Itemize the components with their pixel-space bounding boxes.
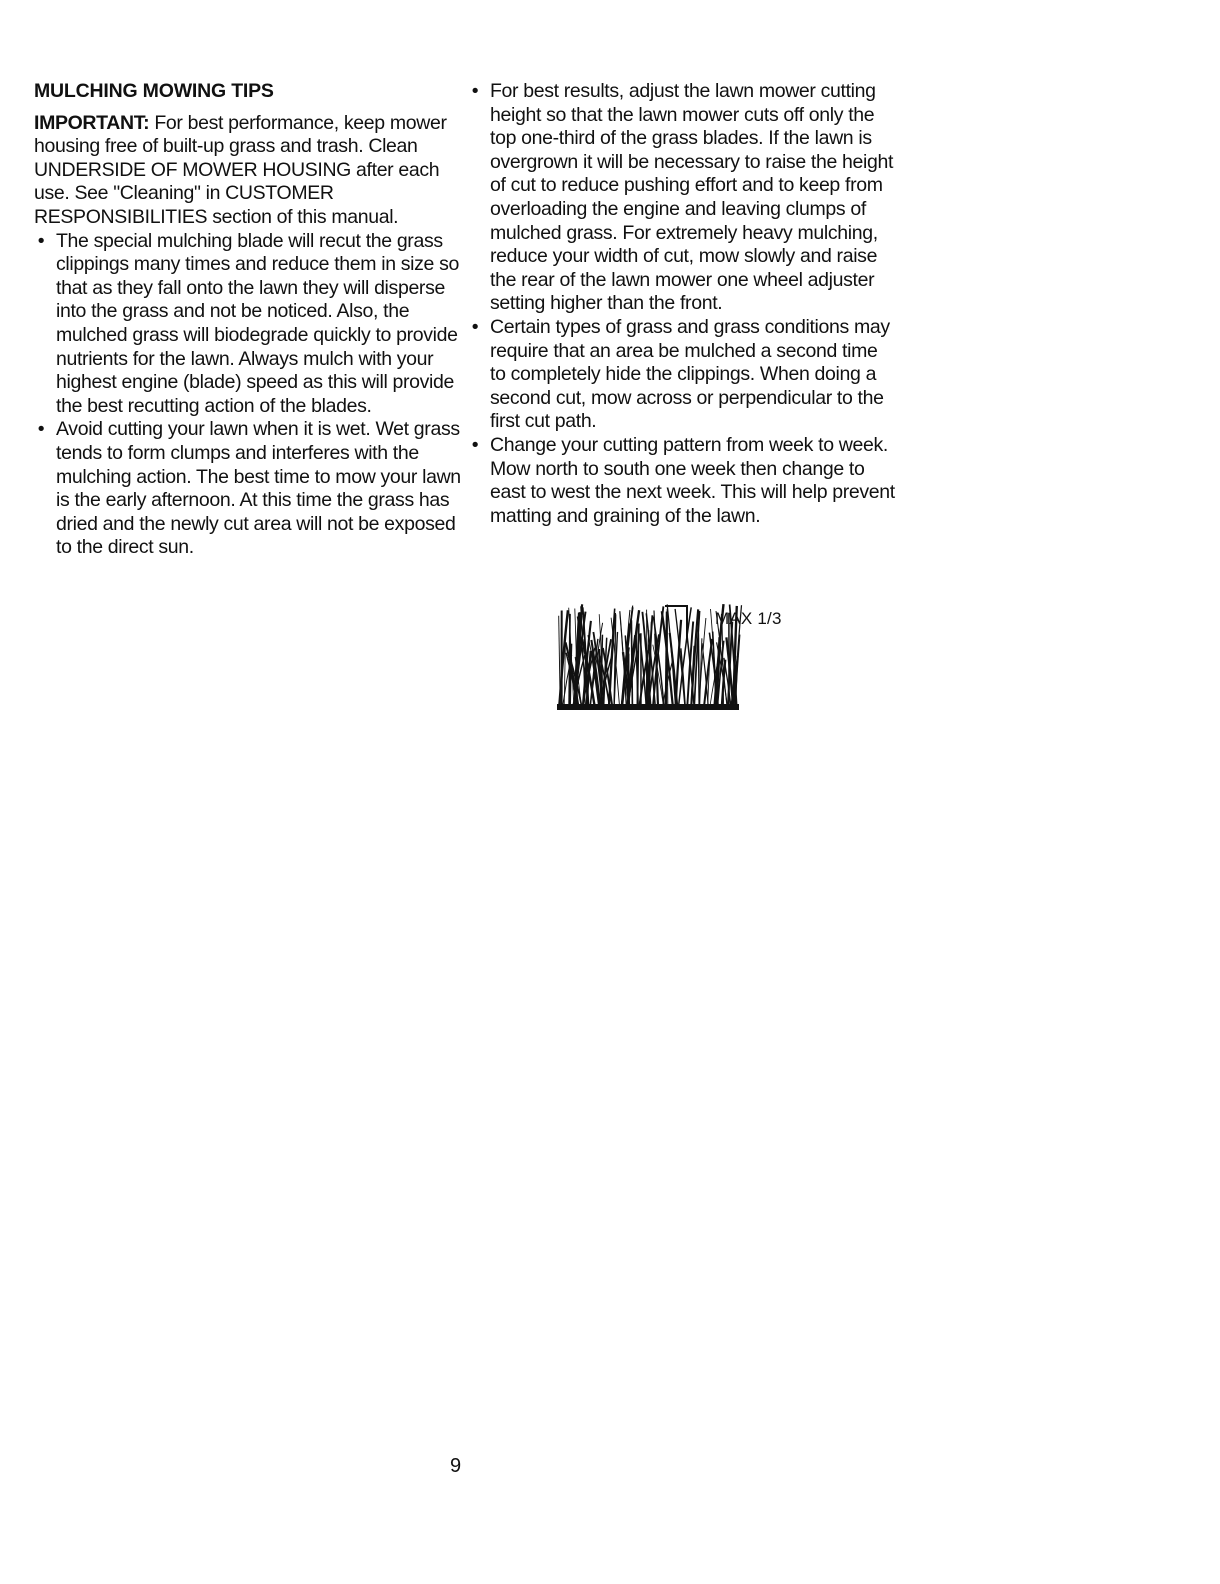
list-item-text: Certain types of grass and grass conditions may require that an area be mulched a second time to completely hide the clippings. When doing a second cut, mow across or perpendicular to the first cut path. [490,315,890,433]
bullet-icon: • [471,433,479,456]
list-item-text: Avoid cutting your lawn when it is wet. Wet grass tends to form clumps and interferes with the mulching action. The best time to mow your lawn is the early afternoon. At this time the grass has dried and the newly cut area will not be exposed to the direct sun. [56,418,461,559]
bullet-icon: • [37,418,45,441]
list-item [34,230,462,419]
bullet-icon: • [471,315,479,338]
ground-line [557,704,739,710]
right-column [468,80,898,528]
grass-cut-height-figure [555,600,815,715]
list-item-text: For best results, adjust the lawn mower cutting height so that the lawn mower cuts off only the top one-third of the grass blades. If the lawn is overgrown it will be necessary to raise the height of cut to reduce pushing effort and to keep from overloading the engine and leaving clumps of mulched grass. For extremely heavy mulching, reduce your width of cut, mow slowly and raise the rear of the lawn mower one wheel adjuster setting higher than the front. [490,80,894,315]
list-item [468,316,898,434]
page-number: 9 [450,1455,462,1477]
section-heading: MULCHING MOWING TIPS [34,80,274,102]
bullet-icon: • [471,80,479,102]
left-column [34,80,462,560]
right-bullet-list [468,80,898,528]
important-paragraph [34,112,462,230]
figure-label: MAX 1/3 [715,609,782,628]
important-label: IMPORTANT: [34,111,150,134]
bullet-icon: • [37,229,45,252]
list-item [468,434,898,528]
list-item [468,80,898,316]
important-text: For best performance, keep mower housing free of built-up grass and trash. Clean UNDERSIDE OF MOWER HOUSING after each use. See "Cleaning" in CUSTOMER RESPONSIBILITIES section of this manual. [34,111,447,228]
left-bullet-list [34,230,462,560]
list-item-text: Change your cutting pattern from week to week. Mow north to south one week then change to east to west the next week. This will help prevent matting and graining of the lawn. [490,433,895,527]
list-item-text: The special mulching blade will recut the grass clippings many times and reduce them in size so that as they fall onto the lawn they will disperse into the grass and not be noticed. Also, the mulched grass will biodegrade quickly to provide nutrients for the lawn. Always mulch with your highest engine (blade) speed as this will provide the best recutting action of the blades. [56,229,460,417]
list-item [34,418,462,560]
